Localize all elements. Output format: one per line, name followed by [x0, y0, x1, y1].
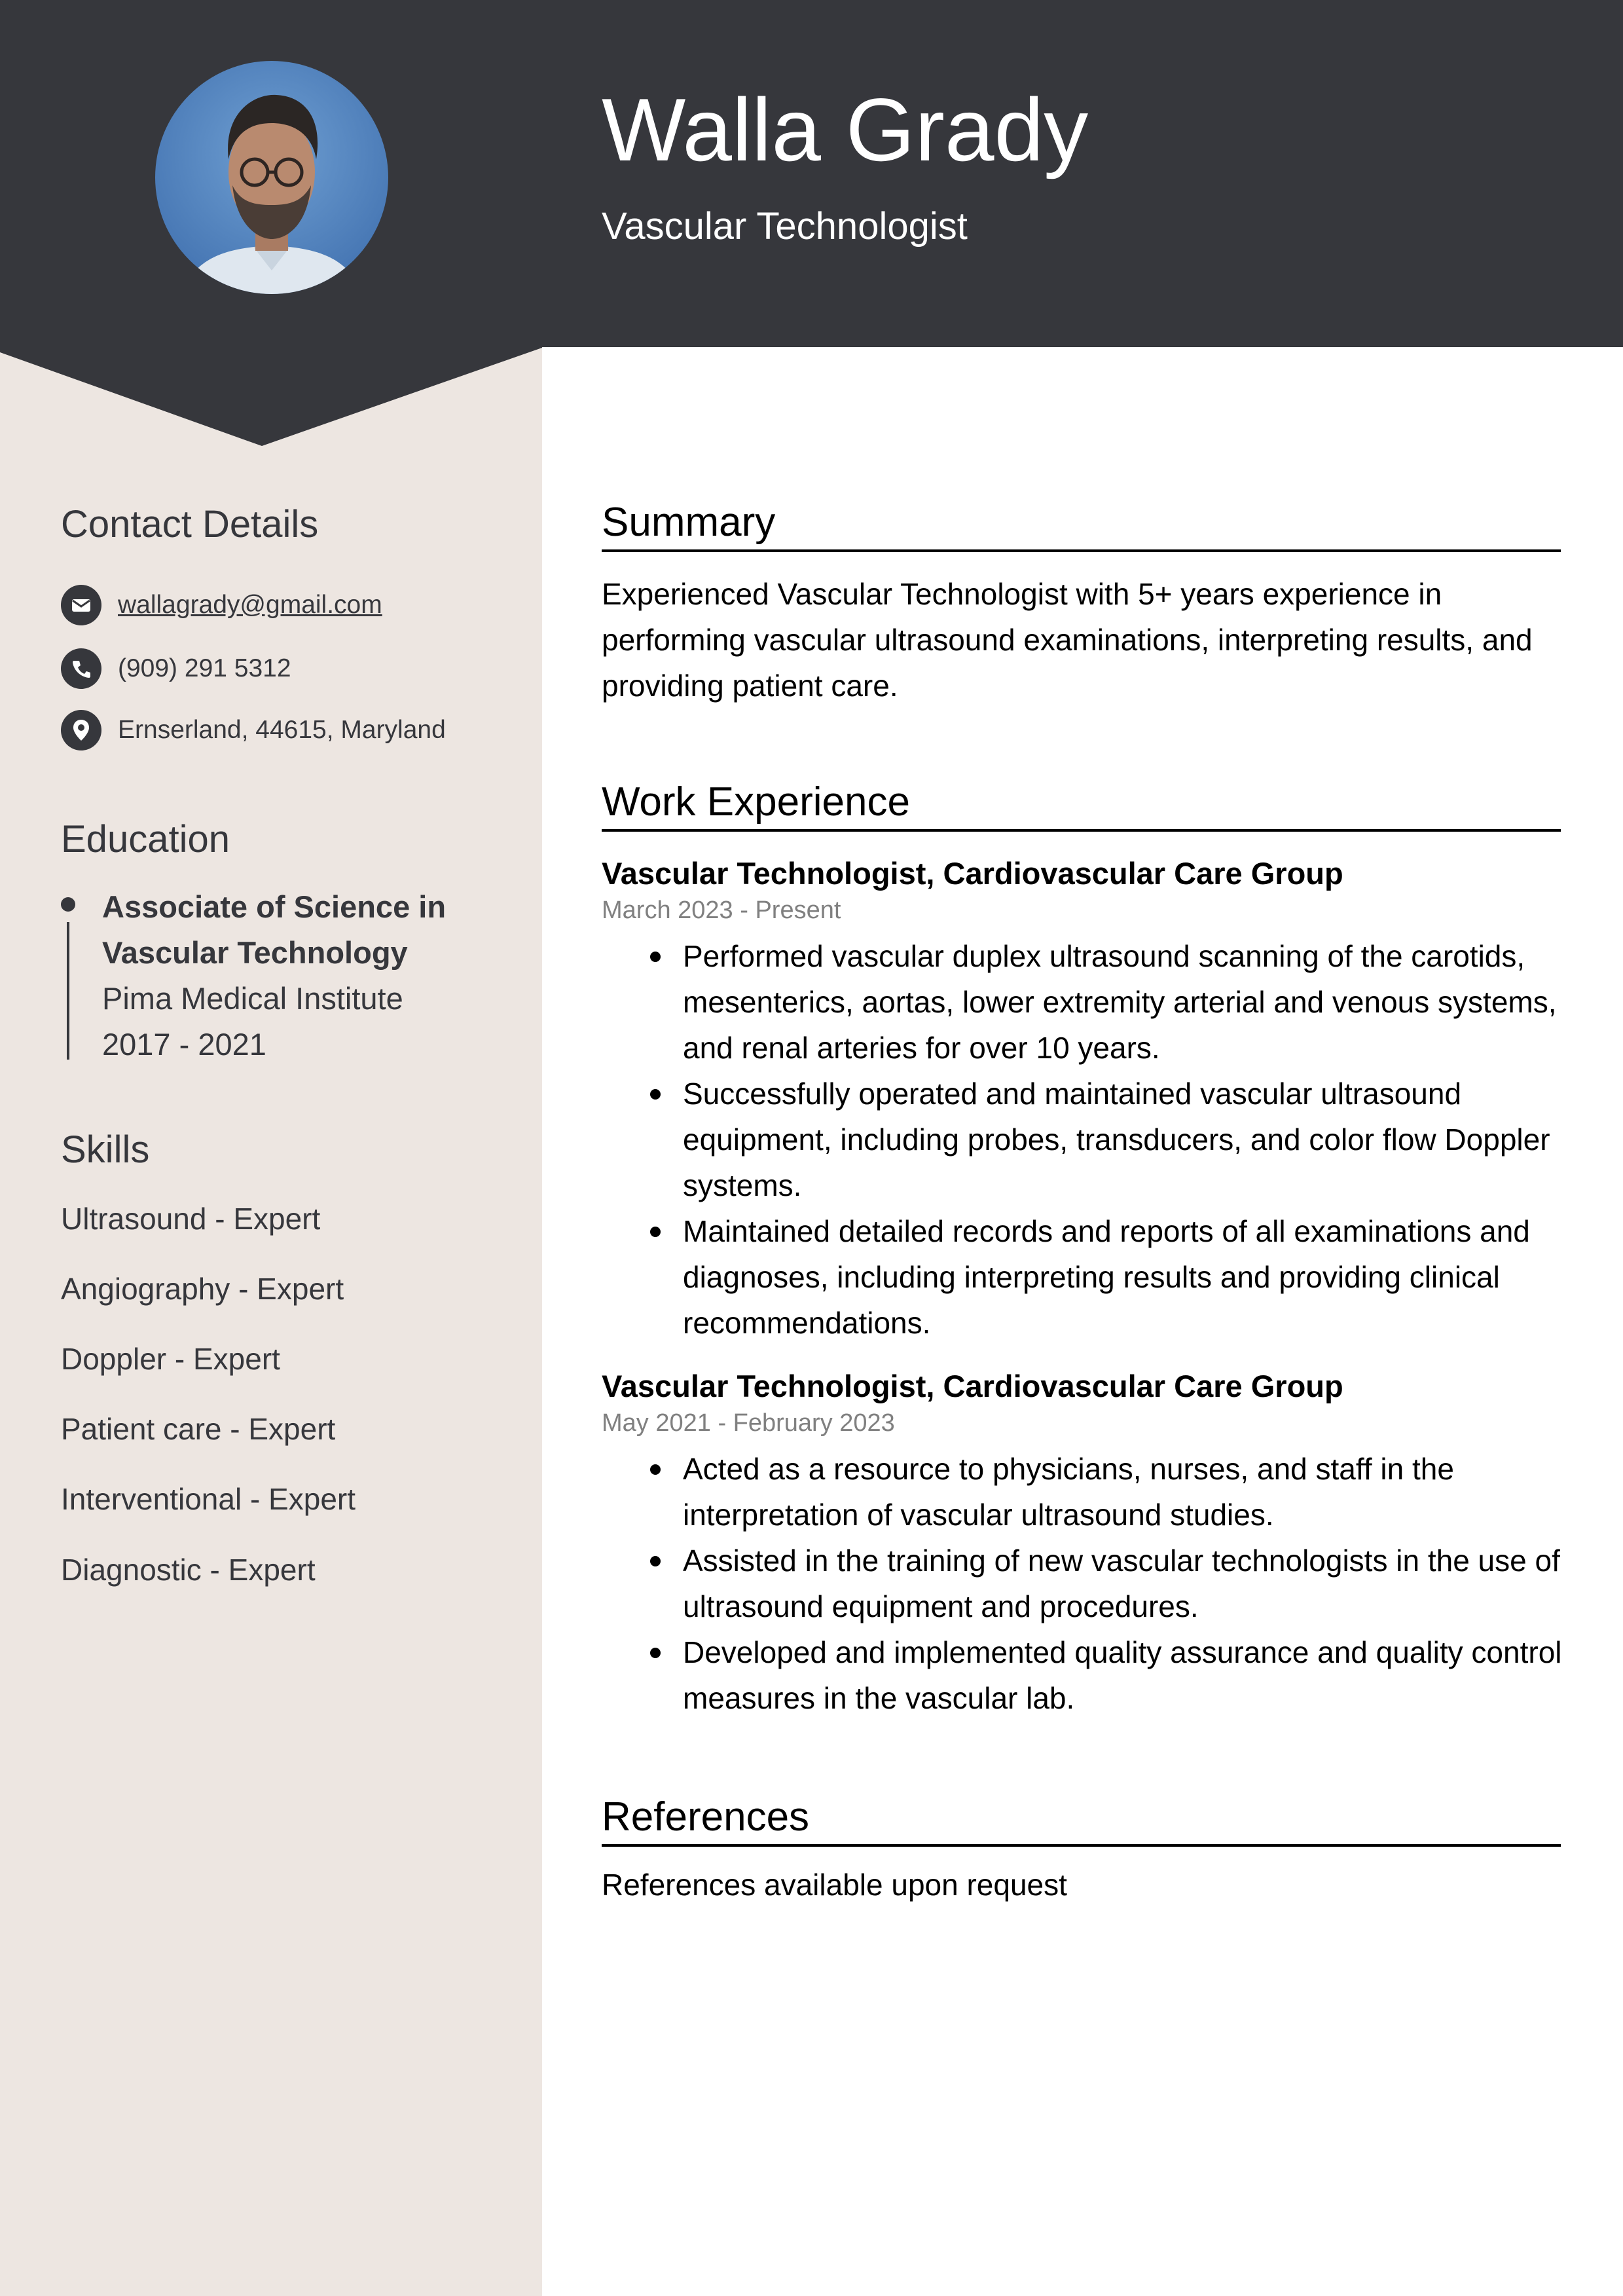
- references-text: References available upon request: [602, 1868, 1067, 1902]
- education-heading: Education: [61, 818, 230, 861]
- skill-item: Diagnostic - Expert: [61, 1553, 316, 1587]
- phone-icon: [61, 648, 101, 689]
- skills-heading: Skills: [61, 1128, 150, 1171]
- summary-text: Experienced Vascular Technologist with 5+ years experience in performing vascular ultrasound examinations, interpreting results, and providing patient care.: [602, 577, 1533, 703]
- envelope-icon: [61, 585, 101, 625]
- experience-heading: Work Experience: [602, 779, 910, 824]
- education-entry: [61, 884, 519, 1060]
- job-bullet: Performed vascular duplex ultrasound scanning of the carotids, mesenterics, aortas, lower extremity arterial and venous systems, and renal arteries for over 10 years.: [683, 933, 1567, 1071]
- job-bullets: [683, 1446, 1567, 1721]
- timeline-line: [67, 922, 69, 1060]
- education-degree: Associate of Science in Vascular Technology: [102, 889, 447, 970]
- contact-address-row: [61, 710, 446, 750]
- phone-number: (909) 291 5312: [118, 654, 291, 682]
- job-bullet: Assisted in the training of new vascular technologists in the use of ultrasound equipment and procedures.: [683, 1538, 1567, 1629]
- contact-email-row: [61, 585, 382, 625]
- skill-item: Doppler - Expert: [61, 1342, 280, 1376]
- education-years: 2017 - 2021: [102, 1027, 266, 1062]
- person-name: Walla Grady: [602, 80, 1089, 179]
- summary-section-header: [602, 494, 1561, 552]
- skill-item: Patient care - Expert: [61, 1412, 336, 1446]
- location-pin-icon: [61, 710, 101, 750]
- job-title: Vascular Technologist, Cardiovascular Care Group: [602, 1369, 1343, 1403]
- address: Ernserland, 44615, Maryland: [118, 716, 446, 744]
- job-bullet: Successfully operated and maintained vascular ultrasound equipment, including probes, transducers, and color flow Doppler systems.: [683, 1071, 1567, 1208]
- skill-item: Ultrasound - Expert: [61, 1202, 321, 1236]
- job-title: Vascular Technologist, Cardiovascular Care Group: [602, 856, 1343, 891]
- header-chevron: [0, 346, 542, 448]
- skill-item: Angiography - Expert: [61, 1272, 344, 1306]
- profile-photo: [155, 61, 388, 294]
- summary-heading: Summary: [602, 500, 776, 545]
- job-bullet: Acted as a resource to physicians, nurses, and staff in the interpretation of vascular ultrasound studies.: [683, 1446, 1567, 1538]
- skill-item: Interventional - Expert: [61, 1482, 356, 1516]
- education-school: Pima Medical Institute: [102, 981, 403, 1016]
- job-dates: March 2023 - Present: [602, 897, 841, 924]
- job-bullet: Maintained detailed records and reports of all examinations and diagnoses, including interpreting results and providing clinical recommendations.: [683, 1208, 1567, 1346]
- email-link[interactable]: wallagrady@gmail.com: [118, 591, 382, 619]
- contact-heading: Contact Details: [61, 503, 319, 546]
- job-bullets: [683, 933, 1567, 1346]
- job-dates: May 2021 - February 2023: [602, 1409, 895, 1437]
- contact-phone-row: [61, 648, 291, 689]
- job-bullet: Developed and implemented quality assurance and quality control measures in the vascular lab.: [683, 1629, 1567, 1721]
- experience-section-header: [602, 774, 1561, 832]
- references-section-header: [602, 1789, 1561, 1847]
- timeline-dot: [61, 897, 75, 912]
- references-heading: References: [602, 1794, 810, 1840]
- person-title: Vascular Technologist: [602, 205, 968, 248]
